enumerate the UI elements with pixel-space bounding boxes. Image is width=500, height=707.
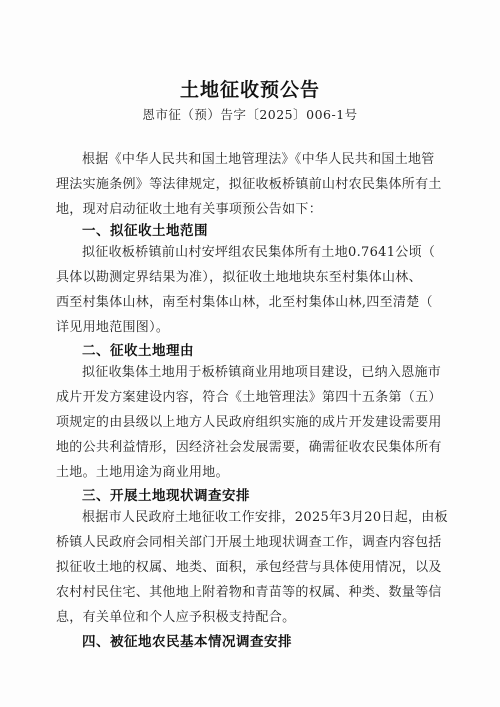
intro-paragraph [56,147,452,222]
section-1-line: 西至村集体山林，南至村集体山林，北至村集体山林,四至清楚（ [56,295,433,310]
section-heading-1: 一、拟征收土地范围 [82,223,208,239]
section-heading-4: 四、被征地农民基本情况调查安排 [82,634,292,650]
section-heading-3: 三、开展土地现状调查安排 [82,488,250,504]
section-2-line: 项规定的由县级以上地方人民政府组织实施的成片开发建设需要用 [56,415,442,430]
intro-line: 地，现对启动征收土地有关事项预公告如下： [56,202,323,217]
intro-line: 根据《中华人民共和国土地管理法》《中华人民共和国土地管 [82,152,435,167]
section-1-line: 具体以勘测定界结果为准），拟征收土地地块东至村集体山林、 [56,270,422,285]
section-body-1 [56,240,452,340]
section-2-line: 拟征收集体土地用于板桥镇商业用地项目建设，已纳入恩施市 [82,365,442,380]
intro-line: 理法实施条例》等法律规定，拟征收板桥镇前山村农民集体所有土 [56,177,442,192]
section-heading-2: 二、征收土地理由 [82,343,194,359]
section-3-line: 桥镇人民政府会同相关部门开展土地现状调查工作，调查内容包括 [56,535,442,550]
document-number: 恩市征（预）告字〔2025〕006-1号 [142,107,358,122]
section-3-line: 根据市人民政府土地征收工作安排，2025年3月20日起，由板 [82,510,448,525]
section-3-line: 拟征收土地的权属、地类、面积，承包经营与具体使用情况，以及 [56,560,442,575]
section-1-line: 拟征收板桥镇前山村安坪组农民集体所有土地0.7641公顷（ [82,245,436,260]
section-2-line: 地的公共利益情形，因经济社会发展需要，确需征收农民集体所有 [56,440,442,455]
section-1-line: 详见用地范围图）。 [56,320,170,335]
document-title: 土地征收预公告 [179,79,320,101]
section-body-2 [56,360,452,485]
section-2-line: 土地。土地用途为商业用地。 [56,465,229,480]
section-3-line: 农村村民住宅、其他地上附着物和青苗等的权属、种类、数量等信 [56,585,442,600]
section-3-line: 息，有关单位和个人应予积极支持配合。 [56,610,296,625]
section-body-3 [56,505,452,630]
section-2-line: 成片开发方案建设内容，符合《土地管理法》第四十五条第（五） [56,390,442,405]
